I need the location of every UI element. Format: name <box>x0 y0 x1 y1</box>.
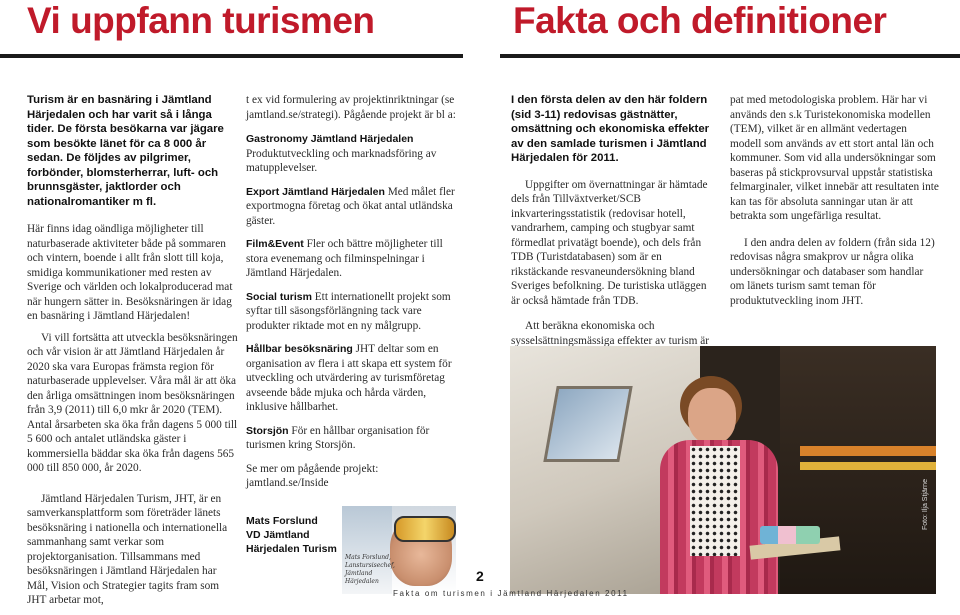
paragraph: Jämtland Härjedalen Turism, JHT, är en samverkansplattform som företräder länets besöksnäring i nationella och internationella sammanhang samt verkar som projektorganisation. Tillsammans med besöksnäringen i Jämtland Härjedalen har Mål, Vision och Strategier tagits fram som JHT arbetar mot, <box>27 492 228 606</box>
column-4 <box>730 93 940 315</box>
column-1 <box>27 93 239 615</box>
project-text: Produktutveckling och marknadsföring av matupplevelser. <box>246 147 437 174</box>
paragraph: t ex vid formulering av projektinriktningar (se jamtland.se/strategi). Pågående projekt är bl a: <box>246 94 456 121</box>
photo-cups <box>760 526 820 544</box>
footer: Fakta om turismen i Jämtland Härjedalen 2011 <box>393 589 629 598</box>
photo-goggles <box>394 516 456 542</box>
left-heading: Vi uppfann turismen <box>27 0 375 41</box>
paragraph: pat med metodologiska problem. Här har vi används den s.k Turistekonomiska modellen (TEM), vilket är en allmänt vedertagen modell som används av ett stort antal län och kommuner. Som vid alla undersökningar som baseras på stickprovsurval uppstår statistiska felmarginaler, vilket innebär att resultaten inte kan tas för absoluta sanningar utan är att betrakta som ungefärliga resultat. <box>730 94 939 222</box>
project-item <box>246 237 460 281</box>
page-number: 2 <box>476 568 484 584</box>
paragraph: Att beräkna ekonomiska och sysselsättningsmässiga effekter av turism är <box>511 320 710 347</box>
heading-rule-right <box>500 54 960 58</box>
project-name: Storsjön <box>246 424 289 437</box>
project-item <box>246 290 460 334</box>
project-item <box>246 424 460 453</box>
signature-role: VD Jämtland <box>246 529 310 541</box>
photo-blouse <box>690 446 740 556</box>
project-item <box>246 185 460 229</box>
intro-lead: Turism är en basnäring i Jämtland Härjedalen och har varit så i långa tider. De första besökarna var jägare som besökte länet för ca 8 000 år sedan. De följdes av pilgrimer, forbönder, blomsterherrar, luft- och brunnsgäster, jaktlorder och nationalromantiker m fl. <box>27 94 224 208</box>
photo-stripe <box>800 446 936 456</box>
project-name: Film&Event <box>246 238 304 250</box>
project-text: Fler och bättre möjligheter till stora evenemang och filminspelningar i Jämtland Härjedalen. <box>246 238 443 279</box>
section-lead: I den första delen av den här foldern (sid 3-11) redovisas gästnätter, omsättning och ekonomiska effekter av den samlade turismen i Jämtland Härjedalen för 2011. <box>511 94 710 164</box>
photo-credit: Foto: Ilja Stjärne <box>922 479 929 530</box>
column-3 <box>511 93 718 370</box>
photo-woman <box>650 376 790 594</box>
column-2 <box>246 93 460 498</box>
project-text: Ett internationellt projekt som syftar till säsongsförlängning tack vare produkter riktade mot en ny målgrupp. <box>246 290 451 332</box>
campervan-photo <box>510 346 936 594</box>
paragraph: Vi vill fortsätta att utveckla besöksnäringen och vår vision är att Jämtland Härjedalen år 2020 ska vara Europas främsta region för naturbaserade upplevelser. Våra mål är att öka den årliga omsättningen inom besöksnäringen från 3,9 (2011) till 6,0 mkr år 2020 (TEM). Antal årsarbeten ska öka från dagens 5 000 till 5 600 och antalet utländska gäster i kommersiella bäddar ska öka från dagens 565 000 till 850 000, år 2020. <box>27 331 238 474</box>
project-name: Export Jämtland Härjedalen <box>246 185 385 198</box>
signature-name: Mats Forslund <box>246 515 318 527</box>
paragraph: Här finns idag oändliga möjligheter till naturbaserade aktiviteter både på sommaren och vintern, boende i allt från slott till koja, smidiga kommunikationer med resten av Sverige och världen och lokalproducerad mat när hungern sätter in. Besöksnäringen är idag en basnäring i Jämtland Härjedalen! <box>27 223 233 322</box>
heading-rule-left <box>0 54 463 58</box>
photo-head <box>688 388 736 444</box>
project-text: Med målet fler exportmogna företag och ökat antal utländska gäster. <box>246 185 455 227</box>
project-name: Gastronomy Jämtland Härjedalen <box>246 133 414 145</box>
project-item <box>246 132 460 176</box>
project-text: JHT deltar som en organisation av flera i att skapa ett system för utveckling och utvärdering av turismföretag avseende både mjuka och hårda värden, inklusive hållbarhet. <box>246 343 452 413</box>
right-heading: Fakta och definitioner <box>513 0 887 41</box>
project-text: För en hållbar organisation för turismen kring Storsjön. <box>246 424 430 451</box>
photo-caption: Mats Forslund, Lanstursisechef, Jämtland Härjedalen <box>345 554 395 585</box>
photo-background <box>780 346 936 594</box>
project-name: Social turism <box>246 290 312 303</box>
portrait-photo <box>342 506 456 594</box>
more-info: Se mer om pågående projekt: jamtland.se/Inside <box>246 462 379 489</box>
photo-window <box>543 386 632 462</box>
signature-org: Härjedalen Turism <box>246 543 337 555</box>
paragraph: Uppgifter om övernattningar är hämtade dels från Tillväxtverket/SCB inkvarteringsstatistik (redovisar hotell, vandrarhem, camping och stugbyar samt förmedlat privatägt boende), och dels från TDB (Turistdatabasen) som är en rikstäckande resvaneundersökning bland Sveriges befolkning. De turistiska utläggen är också hämtade från TDB. <box>511 178 708 307</box>
project-item <box>246 342 460 415</box>
project-name: Hållbar besöksnäring <box>246 343 353 355</box>
signature <box>246 514 337 556</box>
photo-stripe <box>800 462 936 470</box>
paragraph: I den andra delen av foldern (från sida 12) redovisas några smakprov ur några olika undersökningar och databaser som handlar om länets turism samt teman för produktutveckling inom JHT. <box>730 236 935 307</box>
